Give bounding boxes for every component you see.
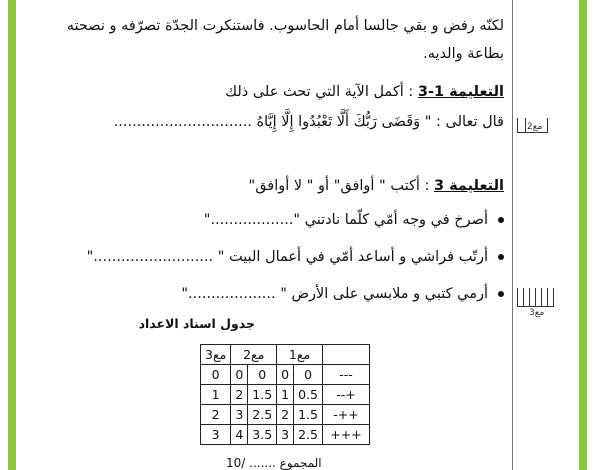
table-cell: +++ [323, 425, 370, 445]
table-cell: 0 [294, 365, 323, 385]
table-row [201, 405, 370, 425]
header-cell: مع1 [277, 345, 323, 365]
table-cell: ++- [323, 405, 370, 425]
worksheet [18, 0, 508, 470]
table-cell: 4 [231, 425, 248, 445]
table-cell: 2.5 [294, 425, 323, 445]
instruction-2-label: التعليمة 3 [433, 178, 504, 194]
page-border-right [579, 0, 587, 470]
page-border-left [8, 0, 16, 470]
table-cell: 2 [231, 385, 248, 405]
table-cell: 2 [277, 405, 294, 425]
table-cell: 2.5 [248, 405, 277, 425]
table-row [201, 425, 370, 445]
table-cell: 0 [248, 365, 277, 385]
table-cell: 3.5 [248, 425, 277, 445]
header-cell: مع2 [231, 345, 277, 365]
instruction-1 [225, 84, 504, 100]
bullet-icon [498, 217, 504, 223]
header-cell: مع3 [201, 345, 231, 365]
table-cell: 1.5 [248, 385, 277, 405]
story-line-2: بطاعة والديه. [423, 46, 504, 62]
table-cell: 1.5 [294, 405, 323, 425]
total-score: المجموع ....... /10 [226, 456, 322, 470]
table-cell: 0 [201, 365, 231, 385]
table-cell: 0 [277, 365, 294, 385]
table-cell: --- [323, 365, 370, 385]
instruction-1-text: : أكمل الآية التي تحث على ذلك [225, 84, 418, 100]
table-row [201, 365, 370, 385]
table-header-row [201, 345, 370, 365]
score-column-divider [512, 0, 513, 470]
instruction-1-label: التعليمة 1-3 [417, 84, 504, 100]
verse-line: قال تعالى : " وَقَضَى رَبُّكَ أَلَّا تَعْبُدُوا إِلَّا إِيَّاهُ .............................. [113, 114, 504, 130]
table-cell: 1 [201, 385, 231, 405]
grading-table [200, 344, 370, 445]
table-cell: 3 [201, 425, 231, 445]
table-cell: +-- [323, 385, 370, 405]
bullet-icon [498, 254, 504, 260]
bullet-icon [498, 291, 504, 297]
list-item [204, 212, 504, 228]
table-cell: 0 [231, 365, 248, 385]
score-label-2: مع3 [529, 308, 545, 318]
header-cell [323, 345, 370, 365]
table-cell: 3 [231, 405, 248, 425]
instruction-2 [249, 178, 504, 194]
score-label-1: مع2 [527, 122, 543, 132]
list-item-text: أصرخ في وجه أمّي كلّما نادتني ".................." [203, 212, 488, 228]
table-cell: 1 [277, 385, 294, 405]
list-item-text: أرمي كتبي و ملابسي على الأرض " ..................." [181, 286, 488, 302]
table-row [201, 385, 370, 405]
list-item-text: أرتّب فراشي و أساعد أمّي في أعمال البيت " .........................." [86, 249, 488, 265]
story-line-1: لكنّه رفض و بقي جالسا أمام الحاسوب. فاستنكرت الجدّة تصرّفه و نصحته [66, 18, 504, 34]
list-item [181, 286, 504, 302]
instruction-2-text: : أكتب " أوافق" أو " لا أوافق" [248, 178, 434, 194]
table-cell: 3 [277, 425, 294, 445]
table-cell: 2 [201, 405, 231, 425]
table-title: جدول اسناد الاعداد [138, 316, 255, 331]
table-cell: 0.5 [294, 385, 323, 405]
list-item [87, 249, 504, 265]
